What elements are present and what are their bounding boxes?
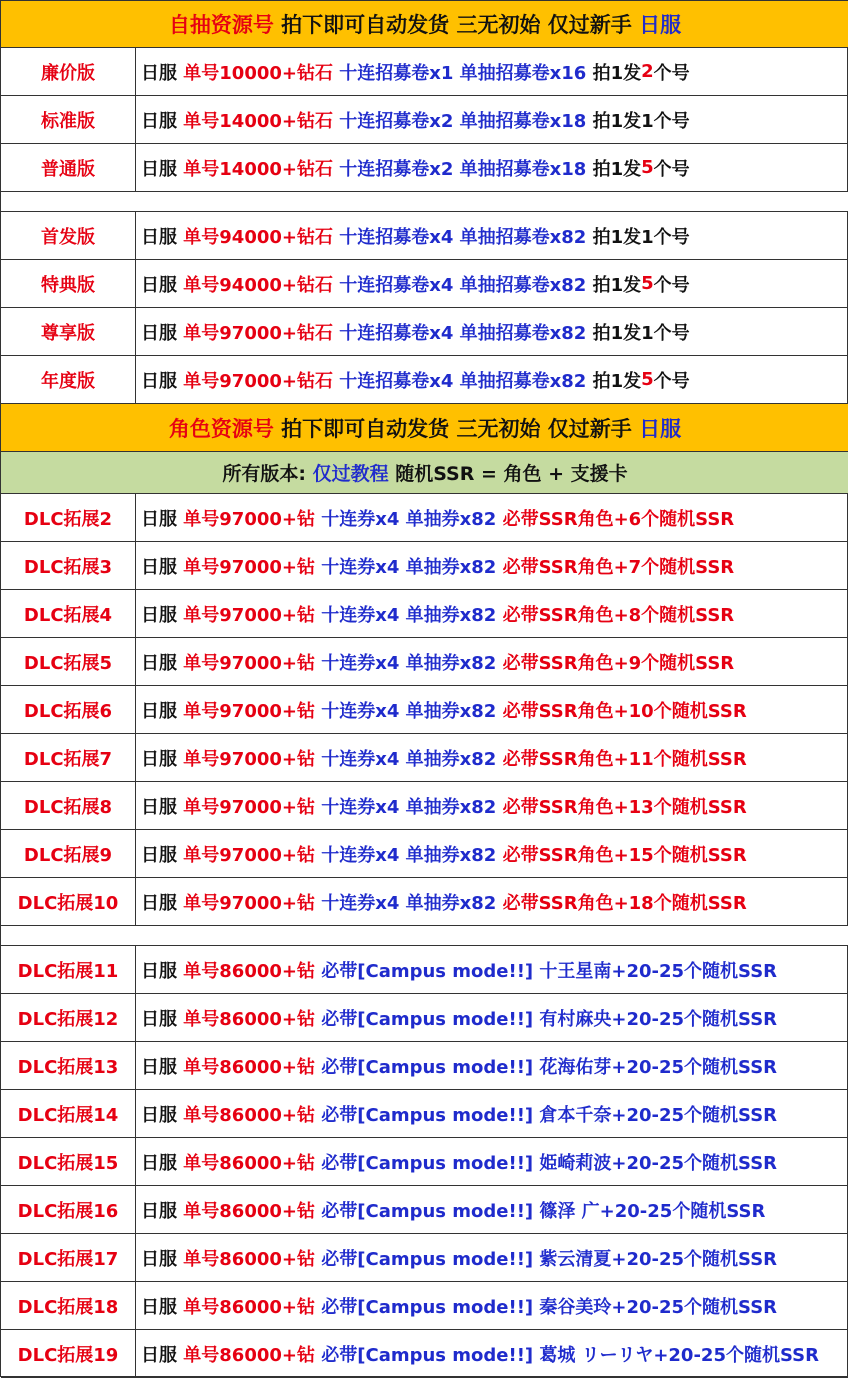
version-description	[136, 494, 848, 541]
text-segment: 单号86000+钻	[183, 1296, 322, 1318]
text-segment: 日服	[141, 110, 184, 132]
version-name: 尊享版	[1, 308, 136, 355]
text-segment: 日服	[639, 13, 682, 37]
table-row	[1, 1138, 848, 1186]
text-segment: 十连券x4 单抽券x82	[321, 892, 503, 914]
version-description	[136, 1186, 848, 1233]
text-segment: 日服	[141, 844, 184, 866]
text-segment: 日服	[141, 1152, 184, 1174]
text-segment: 日服	[141, 62, 184, 84]
text-segment: 单号97000+钻	[183, 844, 322, 866]
text-segment: 十连券x4 单抽券x82	[321, 748, 503, 770]
version-name: DLC拓展5	[1, 638, 136, 685]
table-row	[1, 590, 848, 638]
text-segment: 必带SSR角色+8个随机SSR	[502, 604, 735, 626]
table-row	[1, 48, 848, 96]
version-description	[136, 590, 848, 637]
text-segment: 5	[641, 369, 654, 390]
text-segment: 单号97000+钻	[183, 604, 322, 626]
table-row	[1, 542, 848, 590]
version-name: DLC拓展18	[1, 1282, 136, 1329]
version-description	[136, 1090, 848, 1137]
table-row	[1, 212, 848, 260]
text-segment: 日服	[141, 1344, 184, 1366]
spacer-row	[1, 926, 848, 946]
version-name: DLC拓展15	[1, 1138, 136, 1185]
text-segment: 日服	[141, 322, 184, 344]
text-segment: 必带SSR角色+13个随机SSR	[502, 796, 747, 818]
text-segment: 所有版本:	[222, 463, 313, 485]
text-segment: 十连券x4 单抽券x82	[321, 652, 503, 674]
text-segment: 单号86000+钻	[183, 960, 322, 982]
version-description	[136, 260, 848, 307]
version-name: DLC拓展13	[1, 1042, 136, 1089]
table-row	[1, 734, 848, 782]
version-name: DLC拓展11	[1, 946, 136, 993]
version-description	[136, 48, 848, 95]
text-segment: 必带SSR角色+18个随机SSR	[502, 892, 747, 914]
text-segment: 日服	[141, 1296, 184, 1318]
table-row	[1, 144, 848, 192]
text-segment: 单号14000+钻石	[183, 158, 340, 180]
table-row	[1, 1186, 848, 1234]
text-segment: 拍1发1个号	[592, 226, 690, 248]
text-segment: 必带[Campus mode!!] 倉本千奈+20-25个随机SSR	[321, 1104, 778, 1126]
text-segment: 单号86000+钻	[183, 1056, 322, 1078]
version-description	[136, 638, 848, 685]
version-description	[136, 878, 848, 925]
text-segment: 十连招募卷x4 单抽招募卷x82	[339, 370, 593, 392]
text-segment: 单号94000+钻石	[183, 274, 340, 296]
version-description	[136, 1282, 848, 1329]
text-segment: 十连券x4 单抽券x82	[321, 556, 503, 578]
text-segment: 日服	[141, 960, 184, 982]
version-name: DLC拓展16	[1, 1186, 136, 1233]
table-row	[1, 1330, 848, 1378]
version-description	[136, 356, 848, 403]
text-segment: 5	[641, 273, 654, 294]
text-segment: 十连招募卷x4 单抽招募卷x82	[339, 322, 593, 344]
version-description	[136, 1234, 848, 1281]
text-segment: 仅过教程	[312, 463, 389, 485]
version-name: 年度版	[1, 356, 136, 403]
text-segment: 个号	[653, 62, 690, 84]
version-description	[136, 946, 848, 993]
version-name: 标准版	[1, 96, 136, 143]
text-segment: 单号10000+钻石	[183, 62, 340, 84]
text-segment: 日服	[141, 370, 184, 392]
text-segment: 个号	[653, 274, 690, 296]
version-description	[136, 734, 848, 781]
version-description	[136, 212, 848, 259]
text-segment: 日服	[141, 604, 184, 626]
text-segment: 十连券x4 单抽券x82	[321, 844, 503, 866]
text-segment: 日服	[639, 416, 682, 441]
version-name: DLC拓展14	[1, 1090, 136, 1137]
text-segment: 十连招募卷x4 单抽招募卷x82	[339, 274, 593, 296]
text-segment: 日服	[141, 226, 184, 248]
text-segment: 十连招募卷x2 单抽招募卷x18	[339, 158, 593, 180]
text-segment: 单号97000+钻	[183, 652, 322, 674]
text-segment: 单号86000+钻	[183, 1008, 322, 1030]
text-segment: 必带[Campus mode!!] 十王星南+20-25个随机SSR	[321, 960, 778, 982]
text-segment: 必带SSR角色+11个随机SSR	[502, 748, 747, 770]
version-description	[136, 1042, 848, 1089]
text-segment: 十连招募卷x1 单抽招募卷x16	[339, 62, 593, 84]
table-row	[1, 782, 848, 830]
table-row	[1, 878, 848, 926]
version-name: 首发版	[1, 212, 136, 259]
version-name: DLC拓展12	[1, 994, 136, 1041]
text-segment: 十连券x4 单抽券x82	[321, 604, 503, 626]
spacer-row	[1, 192, 848, 212]
table-row	[1, 1090, 848, 1138]
version-name: DLC拓展8	[1, 782, 136, 829]
text-segment: 必带[Campus mode!!] 有村麻央+20-25个随机SSR	[321, 1008, 778, 1030]
text-segment: 拍下即可自动发货 三无初始 仅过新手	[273, 416, 640, 441]
text-segment: 单号86000+钻	[183, 1344, 322, 1366]
text-segment: 必带SSR角色+9个随机SSR	[502, 652, 735, 674]
text-segment: 日服	[141, 508, 184, 530]
text-segment: 拍1发	[592, 274, 642, 296]
table-row	[1, 994, 848, 1042]
text-segment: 日服	[141, 892, 184, 914]
text-segment: 必带[Campus mode!!] 花海佑芽+20-25个随机SSR	[321, 1056, 778, 1078]
text-segment: 十连招募卷x2 单抽招募卷x18	[339, 110, 593, 132]
text-segment: 拍1发1个号	[592, 110, 690, 132]
version-name: DLC拓展2	[1, 494, 136, 541]
version-description	[136, 994, 848, 1041]
text-segment: 单号97000+钻	[183, 700, 322, 722]
table-row	[1, 96, 848, 144]
text-segment: 单号97000+钻	[183, 796, 322, 818]
text-segment: 日服	[141, 748, 184, 770]
text-segment: 日服	[141, 652, 184, 674]
text-segment: 自抽资源号	[168, 13, 274, 37]
text-segment: 单号97000+钻	[183, 508, 322, 530]
text-segment: 单号97000+钻	[183, 556, 322, 578]
text-segment: 日服	[141, 274, 184, 296]
text-segment: 拍1发	[592, 370, 642, 392]
version-description	[136, 686, 848, 733]
table-row	[1, 1282, 848, 1330]
version-description	[136, 782, 848, 829]
table-row	[1, 356, 848, 404]
version-description	[136, 96, 848, 143]
version-description	[136, 144, 848, 191]
text-segment: 必带SSR角色+15个随机SSR	[502, 844, 747, 866]
text-segment: 必带[Campus mode!!] 紫云清夏+20-25个随机SSR	[321, 1248, 778, 1270]
version-name: DLC拓展4	[1, 590, 136, 637]
gacha-section-header	[1, 1, 848, 48]
version-name: 普通版	[1, 144, 136, 191]
table-row	[1, 638, 848, 686]
text-segment: 单号86000+钻	[183, 1152, 322, 1174]
text-segment: 角色资源号	[168, 416, 274, 441]
text-segment: 必带[Campus mode!!] 葛城 リーリヤ+20-25个随机SSR	[321, 1344, 819, 1366]
table-row	[1, 494, 848, 542]
text-segment: 单号14000+钻石	[183, 110, 340, 132]
version-name: DLC拓展7	[1, 734, 136, 781]
table-row	[1, 308, 848, 356]
version-name: 廉价版	[1, 48, 136, 95]
text-segment: 日服	[141, 158, 184, 180]
text-segment: 日服	[141, 796, 184, 818]
text-segment: 日服	[141, 700, 184, 722]
text-segment: 随机SSR = 角色 + 支援卡	[388, 463, 628, 485]
text-segment: 单号94000+钻石	[183, 226, 340, 248]
table-row	[1, 260, 848, 308]
text-segment: 日服	[141, 556, 184, 578]
version-name: 特典版	[1, 260, 136, 307]
text-segment: 日服	[141, 1104, 184, 1126]
text-segment: 个号	[653, 158, 690, 180]
text-segment: 单号86000+钻	[183, 1104, 322, 1126]
text-segment: 2	[641, 61, 654, 82]
text-segment: 必带[Campus mode!!] 秦谷美玲+20-25个随机SSR	[321, 1296, 778, 1318]
table-row	[1, 686, 848, 734]
text-segment: 必带[Campus mode!!] 篠泽 广+20-25个随机SSR	[321, 1200, 766, 1222]
table-row	[1, 1234, 848, 1282]
version-name: DLC拓展3	[1, 542, 136, 589]
text-segment: 必带[Campus mode!!] 姫崎莉波+20-25个随机SSR	[321, 1152, 778, 1174]
text-segment: 十连券x4 单抽券x82	[321, 796, 503, 818]
version-name: DLC拓展9	[1, 830, 136, 877]
text-segment: 日服	[141, 1008, 184, 1030]
text-segment: 单号86000+钻	[183, 1248, 322, 1270]
text-segment: 单号97000+钻石	[183, 370, 340, 392]
all-versions-note	[1, 452, 848, 494]
table-row	[1, 830, 848, 878]
text-segment: 单号97000+钻石	[183, 322, 340, 344]
text-segment: 必带SSR角色+7个随机SSR	[502, 556, 735, 578]
text-segment: 单号97000+钻	[183, 748, 322, 770]
text-segment: 单号86000+钻	[183, 1200, 322, 1222]
version-description	[136, 542, 848, 589]
version-name: DLC拓展17	[1, 1234, 136, 1281]
text-segment: 单号97000+钻	[183, 892, 322, 914]
version-description	[136, 1330, 848, 1377]
version-name: DLC拓展19	[1, 1330, 136, 1377]
version-description	[136, 1138, 848, 1185]
text-segment: 5	[641, 157, 654, 178]
table-row	[1, 946, 848, 994]
text-segment: 拍1发	[592, 158, 642, 180]
text-segment: 日服	[141, 1056, 184, 1078]
character-section-header	[1, 404, 848, 452]
table-row	[1, 1042, 848, 1090]
text-segment: 个号	[653, 370, 690, 392]
text-segment: 十连招募卷x4 单抽招募卷x82	[339, 226, 593, 248]
text-segment: 日服	[141, 1200, 184, 1222]
version-description	[136, 308, 848, 355]
text-segment: 拍1发1个号	[592, 322, 690, 344]
version-description	[136, 830, 848, 877]
version-name: DLC拓展6	[1, 686, 136, 733]
text-segment: 日服	[141, 1248, 184, 1270]
text-segment: 十连券x4 单抽券x82	[321, 700, 503, 722]
text-segment: 必带SSR角色+6个随机SSR	[502, 508, 735, 530]
version-name: DLC拓展10	[1, 878, 136, 925]
text-segment: 十连券x4 单抽券x82	[321, 508, 503, 530]
text-segment: 拍下即可自动发货 三无初始 仅过新手	[273, 13, 640, 37]
text-segment: 拍1发	[592, 62, 642, 84]
text-segment: 必带SSR角色+10个随机SSR	[502, 700, 747, 722]
